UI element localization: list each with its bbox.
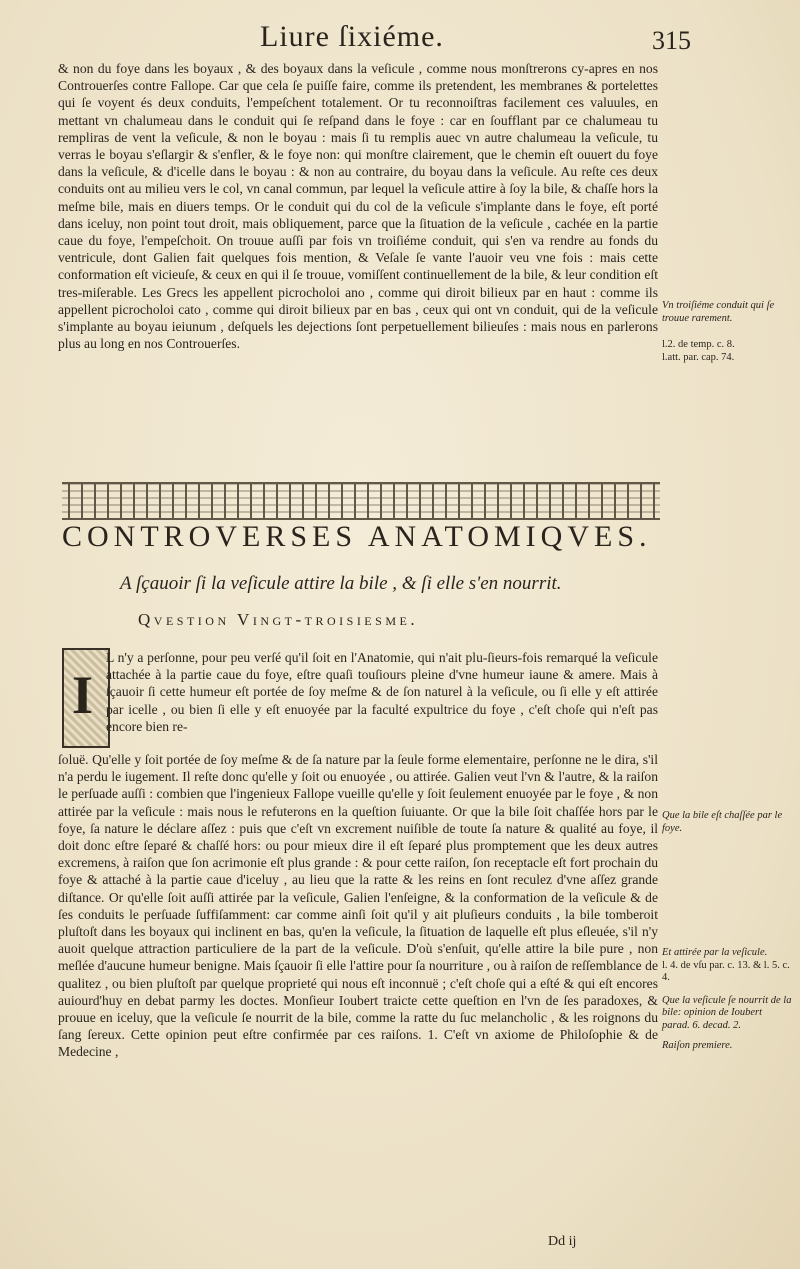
body-text-top [58, 60, 658, 352]
margin-notes-bottom [662, 810, 792, 1053]
margin-note: Que la bile eſt chaſſée par le foye. [662, 810, 783, 834]
signature-mark: Dd ij [548, 1234, 577, 1249]
body-paragraph: & non du foye dans les boyaux , & des boyaux dans la veſicule , comme nous monſtrerons cy-apres en nos Controuerſes contre Fallope. Car que cela ſe puiſſe faire, comme ils pretendent, les membranes & portelettes qui ſe voyent és deux conduits, l'empeſchent totalement. Or tu reconnoiſtras facilement ces valuules, en mettant vn chalumeau dans le conduit qui ſe reſpand dans le foye : car en ſoufflant par ce chalumeau tu rempliras de vent la veſicule, & non le boyau : mais ſi tu remplis auec vn autre chalumeau la veſicule, tu verras le boyau s'eſlargir & s'enfler, & le foye non: qui monſtre clairement, que le chemin eſt ouuert du foye dans la veſicule, & d'icelle dans le boyau : & non au contraire, du boyau dans la veſicule. Au reſte ces deux conduits ont au milieu vers le col, vn canal commun, par lequel la veſicule attire à ſoy la bile, & chaſſe hors la meſme bile, mais en diuers temps. Or le conduit qui du col de la veſicule s'implante dans le foye, eſt porté dans iceluy, non point tout droit, mais obliquement, parce que la ſituation de la veſicule , cachée en la partie caue du foye, l'empeſchoit. On trouue auſſi par fois vn troiſiéme conduit, qui s'en va rendre au fonds du ventricule, dont Galien fait quelques fois mention, & Veſale ſe vante l'auoir veu vne fois : mais cette conformation eſt vicieuſe, & ceux en qui il ſe trouue, vomiſſent continuellement de la bile, & leur condition eſt tres-miſerable. Les Grecs les appellent picrocholoi ano , comme qui diroit bilieux par en haut : comme ils appellent picrocholoi cato , comme qui diroit bilieux par en bas , ceux qui ont vn conduit, qui de la veſicule s'implante au boyau ieiunum , deſquels les dejections ſont perpetuellement bilieuſes : mais nous en parlerons plus au long en nos Controuerſes. [58, 61, 658, 352]
decorative-ornament-band [62, 482, 660, 520]
question-heading: Qvestion Vingt-troisiesme. [138, 610, 419, 629]
question-text-continuation [58, 751, 658, 1061]
margin-note-reference: l.att. par. cap. 74. [662, 351, 735, 363]
question-text-beside-capital [106, 649, 658, 735]
page-number: 315 [652, 26, 691, 55]
section-title: CONTROVERSES ANATOMIQVES. [62, 520, 652, 553]
margin-note-reference: l.2. de temp. c. 8. [662, 339, 735, 350]
section-subtitle: A ſçauoir ſi la veſicule attire la bile , & ſi elle s'en nourrit. [120, 573, 562, 594]
margin-note: Vn troiſiéme conduit qui ſe trouue rarement. [662, 300, 775, 324]
running-title: Liure ſixiéme. [260, 20, 444, 53]
drop-cap-letter: I [72, 665, 94, 725]
margin-note: Et attirée par la veſicule. [662, 947, 768, 958]
margin-notes-top [662, 300, 792, 364]
question-paragraph-continuation: ſoluë. Qu'elle y ſoit portée de ſoy meſme & de ſa nature par la ſeule forme elementaire, perſonne ne le dira, s'il n'a perdu le iugement. Il reſte donc qu'elle y ſoit ou enuoyée , ou attirée. Galien veut l'vn & l'autre, & la raiſon le perſuade auſſi : combien que l'ingenieux Fallope vueille qu'elle y ſoit ſeulement enuoyée par le foye , & non attirée par la veſicule : mais nous le refuterons en la queſtion ſuiuante. Or que la bile ſoit chaſſée hors par le foye, ſa nature le déclare aſſez : puis que c'eſt vn excrement nuiſible de toute ſa nature & qualité au foye, il doit donc eſtre ſeparé & chaſſé hors: ou pour mieux dire il eſt ſeparé plus promptement que les deux autres excremens, à raiſon que ſon acrimonie eſt plus grande : & pour cette raiſon, ſon receptacle eſt fort prochain du foye & attaché à la partie caue d'iceluy , au lieu que la ratte & les reins en ſont reculez d'vne aſſez grande diſtance. Or qu'elle ſoit auſſi attirée par la veſicule, Galien l'enſeigne, & la conformation de la veſicule & de ſes conduits le perſuade ſuffiſamment: car comme ainſi ſoit qu'il y ait pluſieurs conduits , la bile tomberoit pluſtoſt dans les boyaux qui inclinent en bas, qu'en la veſicule, la ſituation de laquelle eſt plus eſleuée, s'il n'y auoit quelque attraction particuliere de la part de la veſicule. D'où s'enſuit, qu'elle attire la bile pure , non meſlée d'aucune humeur benigne. Mais ſçauoir ſi elle l'attire pour ſa nourriture , ou à raiſon de reſſemblance de qualitez , ou bien pluſtoſt par quelque proprieté qui nous eſt inconnuë ; c'eſt choſe qui a eſté & qui eſt encores auiourd'huy en debat parmy les doctes. Monſieur Ioubert traicte cette queſtion en l'vn de ſes paradoxes, & prouue en iceluy, que la veſicule ſe nourrit de la bile, comme la ratte du ſuc melancholic , & les roignons du ſang ſereux. Cette opinion peut eſtre confirmée par ces raiſons. 1. C'eſt vn axiome de Philoſophie & de Medecine , [58, 752, 658, 1060]
margin-note: Raiſon premiere. [662, 1040, 733, 1051]
question-paragraph-start: L n'y a perſonne, pour peu verſé qu'il ſoit en l'Anatomie, qui n'ait plu-ſieurs-fois remarqué la veſicule attachée à la partie caue du foye, eſtre quaſi touſiours pleine d'vne humeur iaune & amere. Mais à ſçauoir ſi cette humeur eſt portée de ſoy meſme & de ſon naturel à la veſicule, ou ſi elle y eſt attirée par icelle , ou bien ſi elle y eſt enuoyée par la faculté expultrice du foye , c'eſt choſe qui n'eſt pas encore bien re- [106, 650, 658, 734]
margin-note: Que la veſicule ſe nourrit de la bile: opinion de Ioubert parad. 6. decad. 2. [662, 994, 792, 1031]
margin-note-reference: l. 4. de vſu par. c. 13. & l. 5. c. 4. [662, 959, 790, 983]
ornamental-drop-cap [62, 648, 110, 748]
page-header [60, 14, 720, 58]
